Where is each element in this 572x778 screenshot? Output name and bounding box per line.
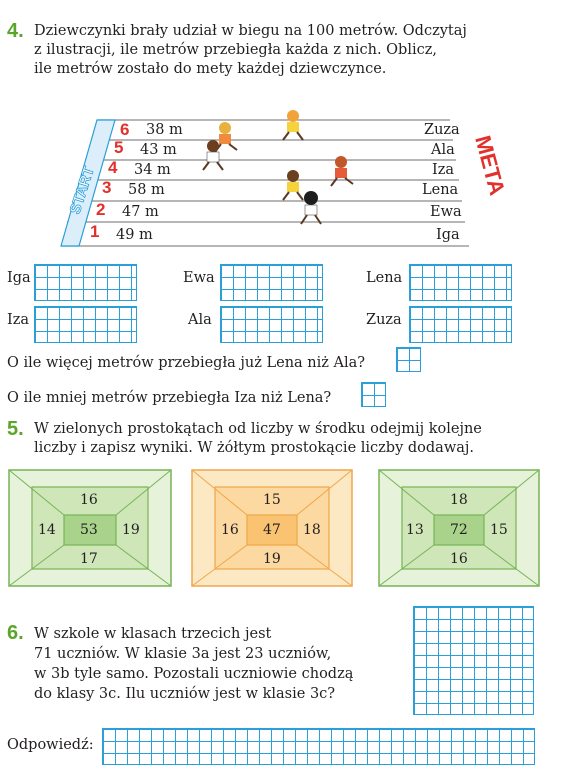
- answer-label-iza: Iza: [7, 312, 30, 328]
- answer-label-ewa: Ewa: [183, 270, 215, 286]
- lane-number: 6: [120, 120, 130, 139]
- task5-instruction: [34, 420, 482, 458]
- task6-line4: do klasy 3c. Ilu uczniów jest w klasie 3c?: [34, 686, 336, 702]
- frame2-bottom: 19: [263, 551, 281, 567]
- task6-number: 6.: [7, 622, 24, 644]
- task4-line1: Dziewczynki brały udział w biegu na 100 metrów. Odczytaj: [34, 23, 467, 39]
- calculation-grid[interactable]: [413, 606, 534, 715]
- lane-number: 5: [114, 138, 124, 157]
- frame3-bottom: 16: [450, 551, 468, 567]
- lane-distance: 58 m: [128, 182, 165, 198]
- frame-yellow: [191, 469, 353, 587]
- answer-label-zuza: Zuza: [366, 312, 402, 328]
- task6-line3: w 3b tyle samo. Pozostali uczniowie chodzą: [34, 666, 354, 682]
- lane-number: 2: [96, 200, 106, 219]
- start-label: START: [66, 164, 98, 217]
- answer-label-ala: Ala: [188, 312, 212, 328]
- frame1-bottom: 17: [80, 551, 98, 567]
- frame2-left: 16: [221, 522, 239, 538]
- task4-line3: ile metrów zostało do mety każdej dziewczynce.: [34, 61, 387, 77]
- lane-number: 4: [108, 158, 118, 177]
- runner-zuza-icon: [283, 110, 303, 140]
- frame3-center: 72: [450, 522, 468, 538]
- question-lena-ala: O ile więcej metrów przebiegła już Lena niż Ala?: [7, 355, 366, 371]
- answer-grid-ala[interactable]: [220, 306, 323, 343]
- lane-name: Ala: [431, 142, 455, 158]
- task4-line2: z ilustracji, ile metrów przebiegła każda z nich. Oblicz,: [34, 42, 437, 58]
- frame1-right: 19: [122, 522, 140, 538]
- frame1-top: 16: [80, 492, 98, 508]
- frame3-right: 15: [490, 522, 508, 538]
- lane-name: Lena: [422, 182, 459, 198]
- task6-line2: 71 uczniów. W klasie 3a jest 23 uczniów,: [34, 646, 332, 662]
- frame-green-1: [8, 469, 172, 587]
- answer-grid-ewa[interactable]: [220, 264, 323, 301]
- lane-name: Ewa: [430, 204, 462, 220]
- task4-instruction: [34, 22, 467, 79]
- frame3-top: 18: [450, 492, 468, 508]
- question-iza-lena: O ile mniej metrów przebiegła Iza niż Lena?: [7, 390, 332, 406]
- lane-name: Iza: [432, 162, 455, 178]
- answer-grid-zuza[interactable]: [409, 306, 512, 343]
- answer-grid[interactable]: [102, 728, 535, 765]
- runner-ewa-icon: [283, 170, 303, 200]
- lane-distance: 34 m: [134, 162, 171, 178]
- task4-number: 4.: [7, 20, 24, 42]
- lane-name: Zuza: [424, 122, 460, 138]
- frame3-left: 13: [406, 522, 424, 538]
- frame1-center: 53: [80, 522, 98, 538]
- lane-distance: 49 m: [116, 227, 153, 243]
- answer-label: Odpowiedź:: [7, 737, 94, 753]
- answer-grid-iza[interactable]: [34, 306, 137, 343]
- task5-number: 5.: [7, 418, 24, 440]
- task5-line1: W zielonych prostokątach od liczby w środku odejmij kolejne: [34, 421, 482, 437]
- lane-name: Iga: [436, 227, 460, 243]
- answer-label-iga: Iga: [7, 270, 31, 286]
- answer-grid-lena[interactable]: [409, 264, 512, 301]
- task6-instruction: [34, 624, 353, 704]
- lane-number: 1: [90, 222, 100, 241]
- frame-green-2: [378, 469, 540, 587]
- frame2-top: 15: [263, 492, 281, 508]
- frame2-right: 18: [303, 522, 321, 538]
- task5-line2: liczby i zapisz wyniki. W żółtym prostokącie liczby dodawaj.: [34, 440, 474, 456]
- answer-grid-iga[interactable]: [34, 264, 137, 301]
- lane-number: 3: [102, 178, 112, 197]
- answer-box-lena-ala[interactable]: [396, 347, 421, 372]
- lane-distance: 43 m: [140, 142, 177, 158]
- runner-iga-icon: [301, 191, 321, 224]
- finish-label: META: [470, 132, 511, 198]
- lane-distance: 47 m: [122, 204, 159, 220]
- answer-box-iza-lena[interactable]: [361, 382, 386, 407]
- answer-label-lena: Lena: [366, 270, 403, 286]
- task6-line1: W szkole w klasach trzecich jest: [34, 626, 272, 642]
- frame2-center: 47: [263, 522, 281, 538]
- lane-distance: 38 m: [146, 122, 183, 138]
- frame1-left: 14: [38, 522, 56, 538]
